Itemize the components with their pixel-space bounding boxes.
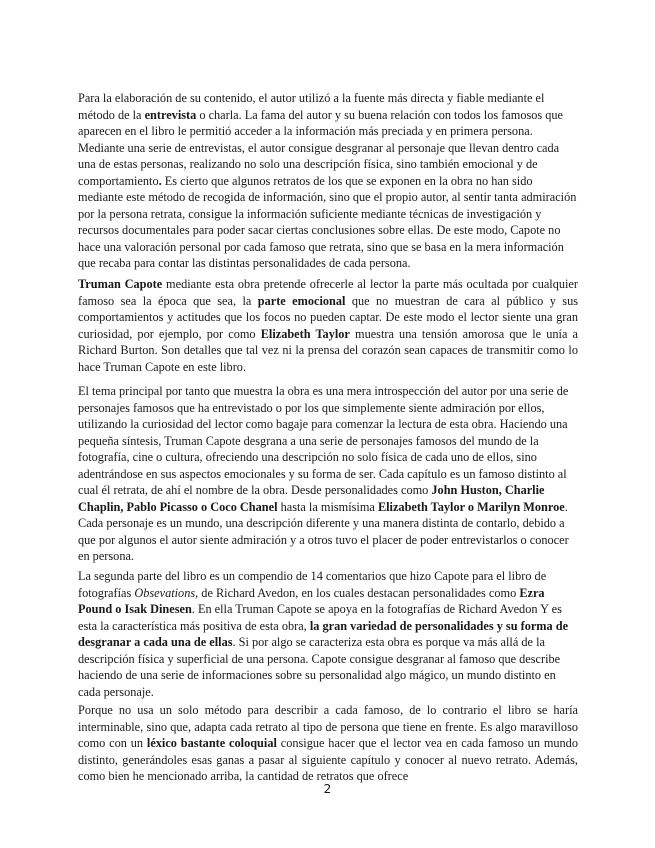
p1-bold-entrevista: entrevista	[144, 107, 197, 122]
p4-text-1: La segunda parte del libro es un compendio de 14 comentarios que hizo Capote para el libro de fotografías	[78, 569, 547, 600]
p4-bold-pound-dinesen: Ezra Pound o Isak Dinesen	[78, 585, 545, 617]
p4-bold-variedad: la gran variedad de personalidades y su forma de desgranar a cada una de ellas	[78, 618, 569, 650]
p1-text-1: Para la elaboración de su contenido, el autor utilizó a la fuente más directa y fiable mediante el método de la	[78, 91, 545, 122]
p4-text-4: . Si por algo se caracteriza esta obra es porque va más allá de la descripción física y superficial de una persona. Capote consigue desgranar al famoso que describe haciendo de una serie de informaciones sobre su personalidad algo mágico, un mundo distinto en cada personaje.	[78, 635, 561, 699]
paragraph-1	[78, 90, 578, 272]
p1-text-3: Es cierto que algunos retratos de los que se exponen en la obra no han sido mediante este método de recogida de información, sino que el propio autor, al sentir tanta admiración por la persona retrata, consigue la información suficiente mediante técnicas de investigación y recursos documentales para poder sacar ciertas conclusiones sobre ellas. De este modo, Capote no hace una valoración personal por cada famoso que retrata, sino que se basa en la mera información que recaba para contar las distintas personalidades de cada persona.	[78, 173, 577, 271]
p4-text-3: . En ella Truman Capote se apoya en la fotografías de Richard Avedon Y es esta la característica más positiva de esta obra,	[78, 602, 562, 633]
p2-text-1: mediante esta obra pretende ofrecerle al lector la parte más ocultada por cualquier famoso sea la época que sea, la	[78, 277, 578, 308]
page-number: 2	[323, 782, 332, 796]
p3-bold-taylor-monroe: Elizabeth Taylor o Marilyn Monroe	[377, 499, 565, 514]
p1-bold-period: .	[158, 173, 162, 188]
p1-text-2: o charla. La fama del autor y su buena relación con todos los famosos que aparecen en el libro le permitió acceder a la información más preciada y en primera persona. Mediante una serie de entrevistas, el autor consigue desgranar al personaje que llevan dentro cada una de estas personas, realizando no solo una descripción física, sino también emocional y de comportamiento	[78, 107, 564, 188]
p3-text-3: . Cada personaje es un mundo, una descripción diferente y una manera distinta de contarlo, debido a que por algunos el autor siente admiración y a otros tuvo el placer de poder entrevistarlos o conocer en persona.	[78, 499, 569, 564]
p2-bold-parte-emocional: parte emocional	[257, 293, 346, 308]
paragraph-3	[78, 383, 578, 565]
p5-bold-lexico: léxico bastante coloquial	[146, 736, 277, 751]
paragraph-4	[78, 568, 578, 700]
p3-text-1: El tema principal por tanto que muestra la obra es una mera introspección del autor por una serie de personajes famosos que ha entrevistado o por los que simplemente siente admiración por ellos, utilizando la curiosidad del lector como bagaje para comenzar la lectura de esta obra. Haciendo una pequeña síntesis, Truman Capote desgrana a una serie de personajes famosos del mundo de la fotografía, cine o cultura, ofreciendo una descripción no solo física de cada uno de ellos, sino adentrándose en sus aspectos emocionales y su forma de ser. Cada capítulo es un famoso distinto al cual él retrata, de ahí el nombre de la obra. Desde personalidades como	[78, 384, 569, 498]
p5-text-2: consigue hacer que el lector vea en cada famoso un mundo distinto, generándoles esas ganas a pasar al siguiente capítulo y conocer al nuevo retrato. Además, como bien he mencionado arriba, la cantidad de retratos que ofrece	[78, 736, 578, 784]
p5-text-1: Porque no usa un solo método para describir a cada famoso, de lo contrario el libro se haría interminable, sino que, adapta cada retrato al tipo de persona que tiene en frente. Es algo maravilloso como con un	[78, 703, 578, 751]
p2-text-2: que no muestran de cara al público y sus comportamientos y actitudes que los focos no pueden captar. De este modo el lector siente una gran curiosidad, por ejemplo, por como	[78, 293, 579, 341]
p3-text-2: hasta la mismísima	[277, 499, 378, 514]
p4-text-2: , de Richard Avedon, en los cuales destacan personalidades como	[195, 585, 520, 600]
p4-italic-observations: Obsevations	[134, 585, 196, 600]
p2-bold-truman-capote: Truman Capote	[78, 277, 163, 292]
p3-bold-personalities: John Huston, Charlie Chaplin, Pablo Picasso o Coco Chanel	[78, 483, 545, 514]
p2-bold-elizabeth-taylor: Elizabeth Taylor	[260, 326, 350, 341]
p2-text-3: muestra una tensión amorosa que le unía a Richard Burton. Son detalles que tal vez ni la prensa del corazón sean capaces de transmitir como lo hace Truman Capote en este libro.	[78, 326, 578, 374]
paragraph-2	[78, 276, 578, 375]
paragraph-5	[78, 702, 578, 785]
